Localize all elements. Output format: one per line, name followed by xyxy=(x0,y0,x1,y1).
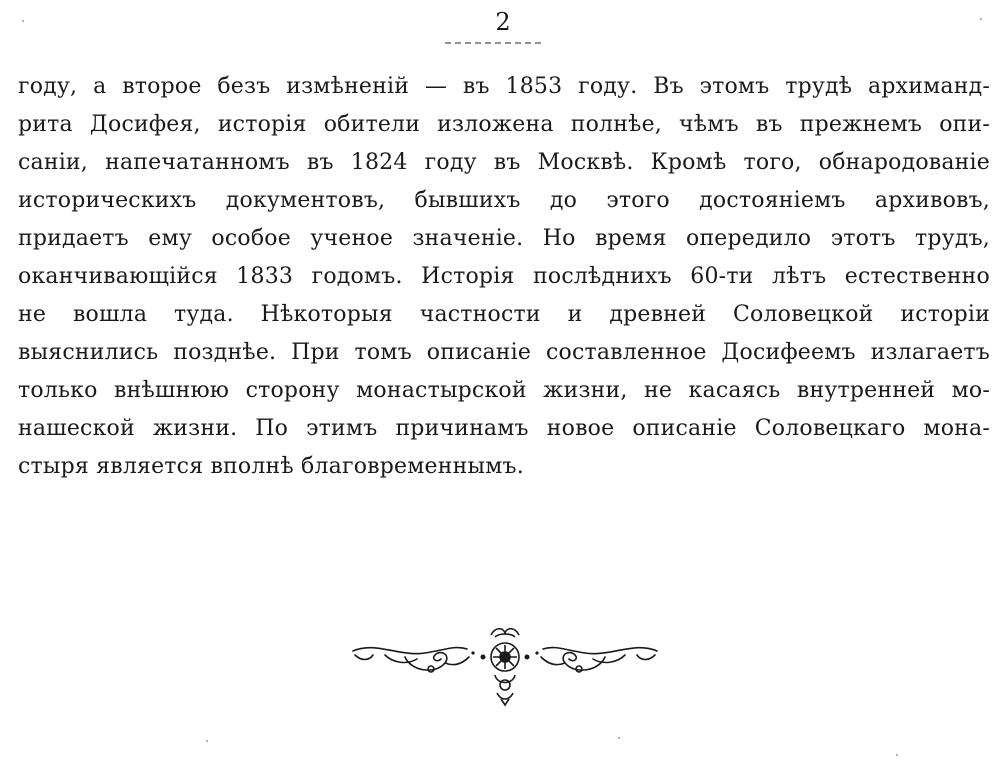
text-line: нашеской жизни. По этимъ причинамъ новое описаніе Соловецкаго мона- xyxy=(18,416,990,441)
page-number: 2 xyxy=(495,8,511,36)
scan-speck xyxy=(206,740,208,742)
body-text xyxy=(18,68,990,486)
text-line: историческихъ документовъ, бывшихъ до этого достояніемъ архивовъ, xyxy=(18,188,990,213)
text-line: придаетъ ему особое ученое значеніе. Но время опередило этотъ трудъ, xyxy=(18,226,990,251)
scan-speck xyxy=(896,754,898,756)
text-line: рита Досифея, исторія обители изложена полнѣе, чѣмъ въ прежнемъ опи- xyxy=(18,112,990,137)
scan-speck xyxy=(980,18,982,20)
text-line: выяснились позднѣе. При томъ описаніе составленное Досифеемъ излагаетъ xyxy=(18,340,990,365)
header-rule xyxy=(445,42,545,44)
text-line: оканчивающійся 1833 годомъ. Исторія послѣднихъ 60-ти лѣтъ естественно xyxy=(18,264,990,289)
text-line: стыря является вполнѣ благовременнымъ. xyxy=(18,454,524,479)
text-line: году, а второе безъ измѣненій — въ 1853 году. Въ этомъ трудѣ архиманд- xyxy=(18,74,990,99)
text-line: не вошла туда. Нѣкоторыя частности и древней Соловецкой исторіи xyxy=(18,302,990,327)
text-line: только внѣшнюю сторону монастырской жизни, не касаясь внутренней мо- xyxy=(18,378,990,403)
ornament-vignette-icon xyxy=(345,627,665,707)
scan-speck xyxy=(618,737,620,739)
scan-speck xyxy=(22,20,24,22)
text-line: саніи, напечатанномъ въ 1824 году въ Москвѣ. Кромѣ того, обнародованіе xyxy=(18,150,990,175)
